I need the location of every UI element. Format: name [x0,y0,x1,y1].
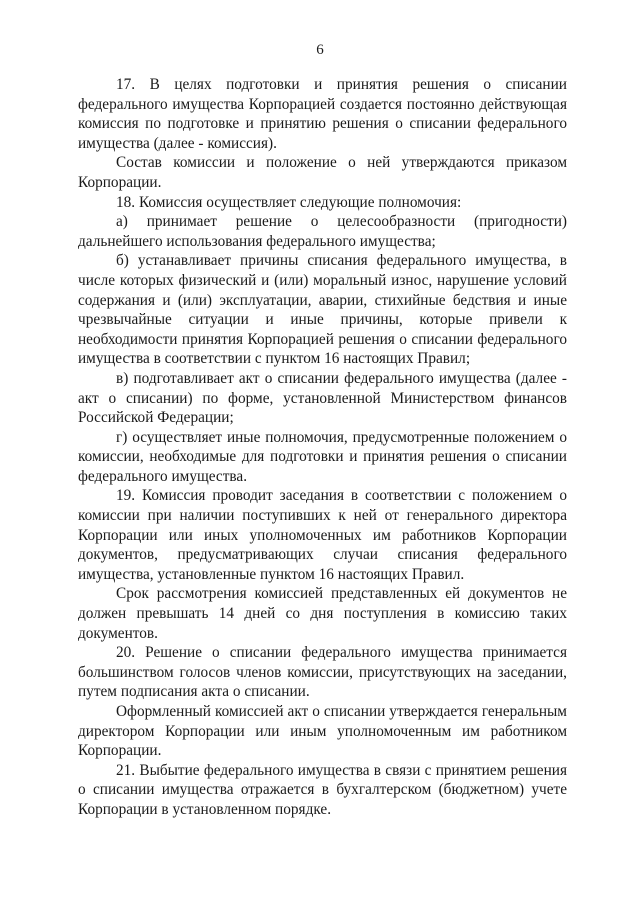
paragraph-review-deadline: Срок рассмотрения комиссией представленных ей документов не должен превышать 14 дней со дня поступления в комиссию таких документов. [78,585,567,642]
paragraph-18-b: б) устанавливает причины списания федерального имущества, в числе которых физический и (или) моральный износ, нарушение условий содержания и (или) эксплуатации, аварии, стихийные бедствия и иные чрезвычайные ситуации и иные причины, которые привели к необходимости принятия Корпорацией решения о списании федерального имущества в соответствии с пунктом 16 настоящих Правил; [78,252,567,368]
paragraph-18: 18. Комиссия осуществляет следующие полномочия: [116,193,462,211]
paragraph-17: 17. В целях подготовки и принятия решения о списании федерального имущества Корпорацией создается постоянно действующая комиссия по подготовке и принятию решения о списании федерального имущества (далее - комиссия). [78,76,567,152]
document-body [78,75,567,820]
paragraph-20: 20. Решение о списании федерального имущества принимается большинством голосов членов комиссии, присутствующих на заседании, путем подписания акта о списании. [78,644,567,701]
paragraph-21: 21. Выбытие федерального имущества в связи с принятием решения о списании имущества отражается в бухгалтерском (бюджетном) учете Корпорации в установленном порядке. [78,761,567,818]
paragraph-18-a: а) принимает решение о целесообразности (пригодности) дальнейшего использования федерального имущества; [78,213,567,250]
paragraph-19: 19. Комиссия проводит заседания в соответствии с положением о комиссии при наличии поступивших к ней от генерального директора Корпорации или иных уполномоченных им работников Корпорации документов, предусматривающих случаи списания федерального имущества, установленные пунктом 16 настоящих Правил. [78,487,567,583]
paragraph-18-v: в) подготавливает акт о списании федерального имущества (далее - акт о списании) по форме, установленной Министерством финансов Российской Федерации; [78,369,567,427]
paragraph-commission-composition: Состав комиссии и положение о ней утверждаются приказом Корпорации. [78,154,567,191]
paragraph-18-g: г) осуществляет иные полномочия, предусмотренные положением о комиссии, необходимые для подготовки и принятия решения о списании федерального имущества. [78,428,567,485]
page-number: 6 [316,42,324,58]
paragraph-act-approval: Оформленный комиссией акт о списании утверждается генеральным директором Корпорации или иным уполномоченным им работником Корпорации. [78,703,567,760]
